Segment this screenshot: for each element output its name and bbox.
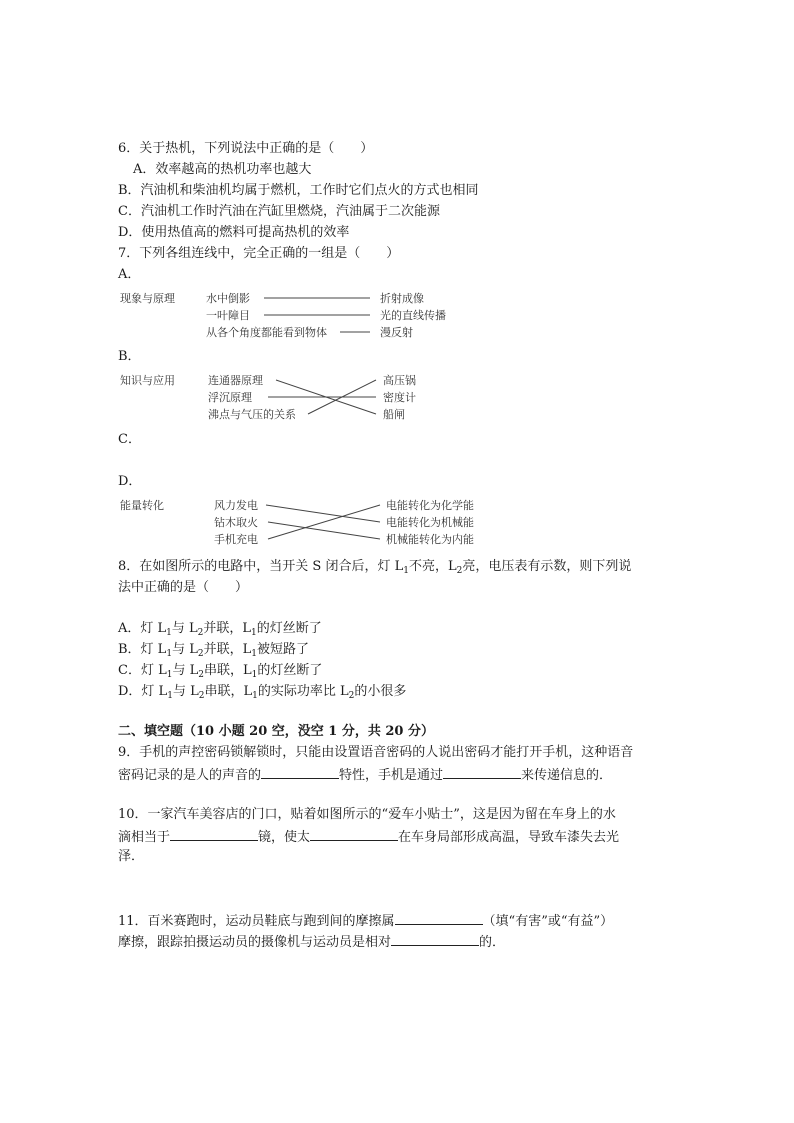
- q9-text: 来传递信息的．: [521, 768, 613, 783]
- q11-blank-2[interactable]: [391, 932, 479, 946]
- q6-option-b: B．汽油机和柴油机均属于燃机，工作时它们点火的方式也相同: [118, 183, 479, 198]
- fig-a-right-3: 漫反射: [380, 326, 413, 339]
- q10-text: 在车身局部形成高温，导致车漆失去光: [398, 830, 620, 845]
- q7-figure-b: [118, 368, 453, 426]
- q8-stem-1c: 亮，电压表有示数，则下列说: [462, 559, 632, 574]
- q8-text: 与 L: [171, 621, 198, 636]
- q11-text: （填“有害”或“有益”）: [482, 914, 614, 929]
- q8-text: 的灯丝断了: [257, 663, 323, 678]
- q9-blank-2[interactable]: [443, 765, 521, 779]
- fig-b-left-2: 浮沉原理: [208, 391, 252, 404]
- q8-sub: 1: [166, 670, 173, 680]
- q11-text: 11．百米赛跑时，运动员鞋底与跑到间的摩擦属: [118, 914, 395, 929]
- q8-text: C．灯 L: [118, 663, 167, 678]
- q8-stem-1a: 8．在如图所示的电路中，当开关 S 闭合后，灯 L: [118, 559, 404, 574]
- q8-text: 的实际功率比 L: [257, 684, 349, 699]
- fig-a-left-3: 从各个角度都能看到物体: [206, 326, 327, 339]
- q8-sub: 1: [251, 670, 258, 680]
- fig-d-left-2: 钻木取火: [214, 516, 258, 529]
- q10-line-2: [118, 827, 619, 847]
- q11-text: 摩擦，跟踪拍摄运动员的摄像机与运动员是相对: [118, 935, 392, 950]
- fig-d-connector-3: [268, 505, 380, 539]
- q8-text: 与 L: [172, 642, 198, 657]
- q7-stem: 7．下列各组连线中，完全正确的一组是（ ）: [118, 246, 400, 261]
- q8-option-a: [118, 620, 322, 638]
- q8-sub: 2: [198, 670, 204, 680]
- fig-a-right-1: 折射成像: [380, 292, 424, 305]
- q8-option-b: [118, 641, 309, 659]
- q8-sub: 1: [166, 649, 173, 659]
- fig-d-right-2: 电能转化为机械能: [386, 516, 474, 529]
- q9-text: 密码记录的是人的声音的: [118, 768, 262, 783]
- q8-text: B．灯 L: [118, 642, 167, 657]
- fig-d-left-1: 风力发电: [214, 499, 258, 512]
- fig-d-connector-2: [268, 522, 380, 539]
- q8-option-d: [118, 683, 406, 701]
- q8-sub: 2: [198, 691, 205, 701]
- fig-a-right-2: 光的直线传播: [380, 309, 446, 322]
- fig-b-right-3: 船闸: [383, 408, 405, 421]
- q11-text: 的．: [479, 935, 506, 950]
- q9-text: 特性，手机是通过: [339, 768, 444, 783]
- q10-line-1: 10．一家汽车美容店的门口，贴着如图所示的“爱车小贴士”，这是因为留在车身上的水: [118, 807, 616, 822]
- q11-line-1: [118, 911, 613, 931]
- q9-blank-1[interactable]: [261, 765, 339, 779]
- q8-stem-1b: 不亮，L: [408, 559, 457, 574]
- q8-sub: 1: [167, 691, 173, 701]
- q10-blank-1[interactable]: [170, 827, 258, 841]
- q8-sub: 2: [197, 628, 204, 638]
- q8-text: 的灯丝断了: [256, 621, 322, 636]
- fig-d-category: 能量转化: [120, 499, 164, 512]
- q11-blank-1[interactable]: [395, 911, 483, 925]
- q6-option-a: A．效率越高的热机功率也越大: [133, 162, 312, 177]
- q10-blank-2[interactable]: [310, 827, 398, 841]
- q7-option-d-label: D．: [118, 474, 142, 489]
- q8-option-c: [118, 662, 322, 680]
- q8-sub: 1: [251, 649, 257, 659]
- q9-line-1: 9．手机的声控密码锁解锁时，只能由设置语音密码的人说出密码才能打开手机，这种语音: [118, 745, 634, 760]
- q8-sub: 2: [197, 649, 204, 659]
- fig-b-category: 知识与应用: [120, 374, 175, 387]
- q8-text: 被短路了: [256, 642, 309, 657]
- fig-b-right-2: 密度计: [383, 391, 416, 404]
- q8-sub: 1: [166, 628, 172, 638]
- q7-figure-a: [118, 286, 453, 344]
- q8-stem-line-1: [118, 558, 631, 576]
- q8-text: 的小很多: [354, 684, 407, 699]
- fig-d-connector-1: [266, 505, 380, 522]
- q9-line-2: [118, 765, 612, 785]
- q10-text: 滴相当于: [118, 830, 171, 845]
- q8-text: 并联，L: [203, 621, 252, 636]
- q8-text: 并联，L: [203, 642, 252, 657]
- q10-text: 镜，使太: [258, 830, 311, 845]
- q6-option-c: C．汽油机工作时汽油在汽缸里燃烧，汽油属于二次能源: [118, 204, 440, 219]
- q8-text: D．灯 L: [118, 684, 168, 699]
- q10-line-3: 泽．: [118, 849, 145, 864]
- q7-figure-d: [118, 493, 493, 551]
- q8-sub: 1: [403, 566, 409, 576]
- q7-option-c-label: C．: [118, 432, 141, 447]
- q8-text: 与 L: [172, 684, 199, 699]
- fig-a-left-1: 水中倒影: [206, 292, 250, 305]
- fig-b-left-1: 连通器原理: [208, 374, 263, 387]
- q8-stem-line-2: 法中正确的是（ ）: [118, 580, 249, 595]
- q6-option-d: D．使用热值高的燃料可提高热机的效率: [118, 225, 350, 240]
- q8-sub: 1: [252, 691, 258, 701]
- q7-option-a-label: A．: [118, 267, 141, 282]
- q8-text: 与 L: [172, 663, 199, 678]
- q8-text: 串联，L: [204, 684, 253, 699]
- fig-a-category: 现象与原理: [120, 292, 175, 305]
- q8-text: 串联，L: [203, 663, 252, 678]
- section-title: 二、填空题（10 小题 20 空，没空 1 分，共 20 分）: [118, 724, 434, 739]
- q8-sub: 1: [251, 628, 257, 638]
- q8-text: A．灯 L: [118, 621, 167, 636]
- fig-d-right-1: 电能转化为化学能: [386, 499, 474, 512]
- q8-sub: 2: [456, 566, 463, 576]
- q7-option-b-label: B．: [118, 349, 141, 364]
- fig-d-right-3: 机械能转化为内能: [386, 533, 474, 546]
- fig-b-right-1: 高压锅: [383, 374, 416, 387]
- q11-line-2: [118, 932, 505, 952]
- fig-b-left-3: 沸点与气压的关系: [208, 408, 296, 421]
- fig-d-left-3: 手机充电: [214, 533, 258, 546]
- q6-stem: 6．关于热机，下列说法中正确的是（ ）: [118, 141, 374, 156]
- fig-a-left-2: 一叶障目: [206, 309, 250, 322]
- q8-sub: 2: [348, 691, 355, 701]
